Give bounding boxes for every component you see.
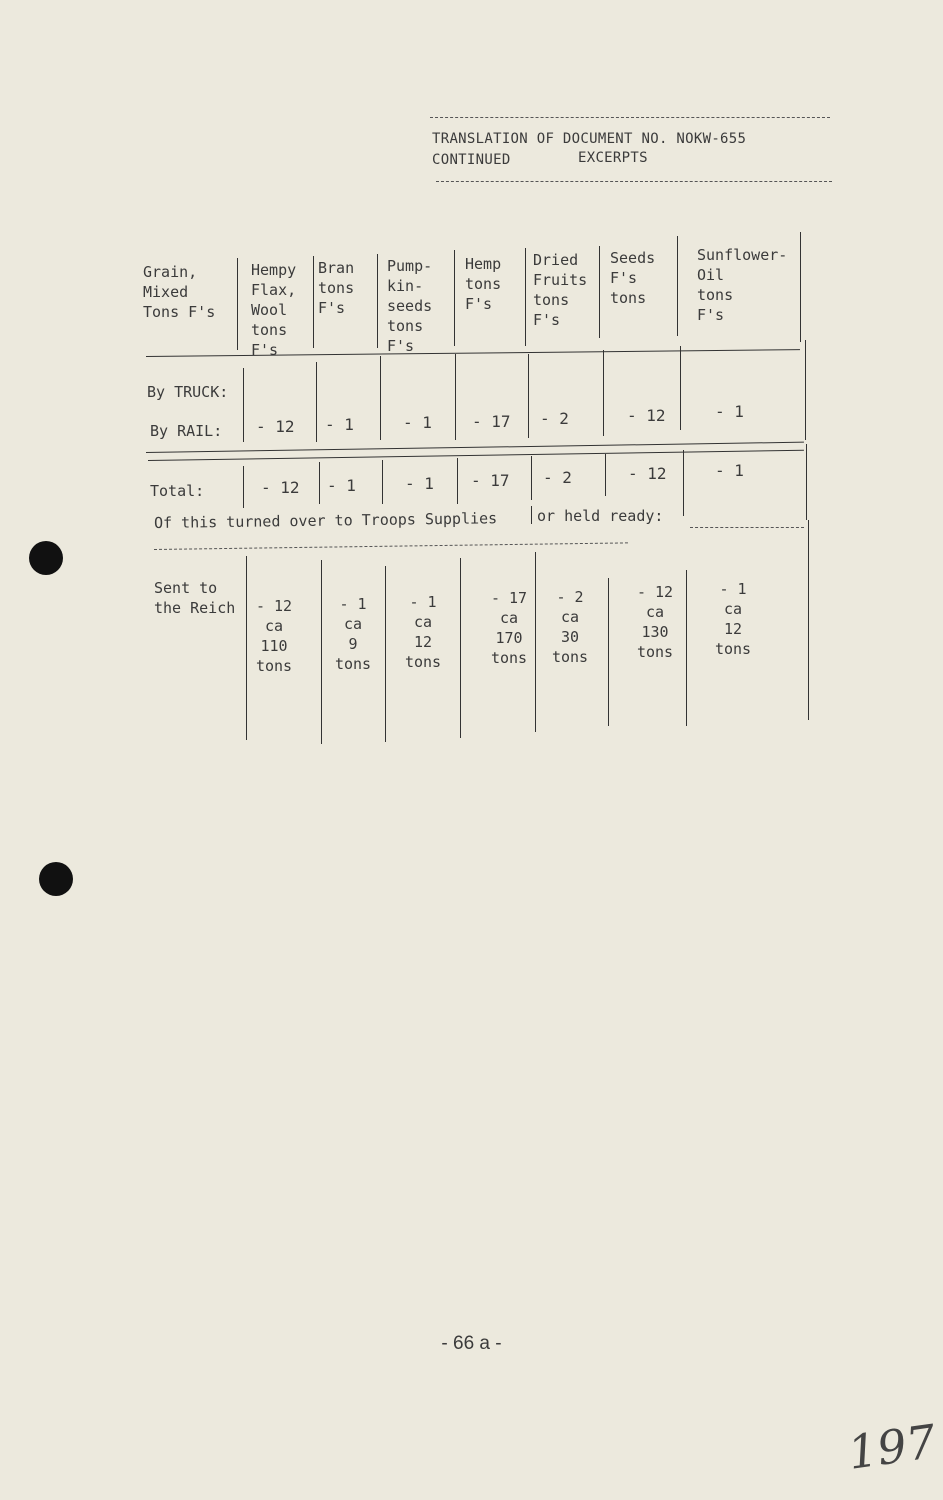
sent-divider xyxy=(686,570,687,726)
total-value-pumpkin: - 1 xyxy=(405,474,434,493)
sent-value-pumpkin: - 1 ca 12 tons xyxy=(404,593,442,671)
col-header-dried-fruits: Dried Fruits tons F's xyxy=(533,251,588,329)
header-divider xyxy=(677,236,678,336)
row-label-rail: By RAIL: xyxy=(150,422,223,440)
total-divider xyxy=(683,450,684,516)
total-divider xyxy=(382,460,383,504)
row-divider xyxy=(380,356,381,440)
col-header-seeds: Seeds F's tons xyxy=(610,249,656,307)
header-rule-top xyxy=(430,117,830,118)
rail-value-bran: - 1 xyxy=(325,415,354,434)
sent-divider xyxy=(460,558,461,738)
row-divider xyxy=(243,368,244,442)
sent-value-hemp: - 17 ca 170 tons xyxy=(490,589,528,667)
rail-value-dried: - 2 xyxy=(540,409,569,428)
continued-label: CONTINUED xyxy=(432,152,511,168)
header-divider xyxy=(313,256,314,348)
total-value-dried: - 2 xyxy=(543,468,572,487)
col-header-pumpkin-seeds: Pump- kin- seeds tons F's xyxy=(387,257,433,355)
sent-section-rule xyxy=(154,542,628,550)
total-divider xyxy=(243,466,244,508)
row-divider xyxy=(680,346,681,430)
rail-value-pumpkin: - 1 xyxy=(403,413,432,432)
total-value-bran: - 1 xyxy=(327,476,356,495)
punch-hole xyxy=(39,862,73,896)
sent-value-dried: - 2 ca 30 tons xyxy=(551,588,589,666)
rail-value-hemp-flax: - 12 xyxy=(256,417,295,436)
total-divider xyxy=(531,456,532,500)
header-divider xyxy=(454,250,455,346)
punch-hole xyxy=(29,541,63,575)
sent-divider xyxy=(535,552,536,732)
page-number: - 66 a - xyxy=(441,1333,502,1354)
held-ready-text: or held ready: xyxy=(537,507,664,525)
total-value-hemp-flax: - 12 xyxy=(261,478,300,497)
header-divider xyxy=(237,258,238,350)
header-divider xyxy=(525,248,526,346)
row-label-truck: By TRUCK: xyxy=(147,383,229,401)
sent-divider xyxy=(246,556,247,740)
sent-value-sunflower: - 1 ca 12 tons xyxy=(714,580,752,658)
sent-value-bran: - 1 ca 9 tons xyxy=(334,595,372,673)
header-divider xyxy=(599,246,600,338)
header-divider xyxy=(377,254,378,348)
document-title: TRANSLATION OF DOCUMENT NO. NOKW-655 xyxy=(432,131,747,147)
total-divider xyxy=(457,458,458,504)
sent-label: Sent to the Reich xyxy=(154,579,236,617)
header-divider xyxy=(800,232,801,342)
excerpts-label: EXCERPTS xyxy=(578,150,648,166)
rail-value-hemp: - 17 xyxy=(472,412,511,431)
total-value-sunflower: - 1 xyxy=(715,461,744,480)
rail-value-sunflower: - 1 xyxy=(715,402,744,421)
col-header-sunflower-oil: Sunflower- Oil tons F's xyxy=(697,246,788,324)
sent-divider xyxy=(321,560,322,744)
row-divider xyxy=(603,350,604,436)
total-divider xyxy=(605,454,606,496)
sent-value-hemp-flax: - 12 ca 110 tons xyxy=(255,597,293,675)
total-divider xyxy=(806,444,807,520)
header-rule-bottom xyxy=(436,181,832,182)
turned-over-divider xyxy=(531,506,532,524)
col-header-hemp-flax-wool: Hempy Flax, Wool tons F's xyxy=(251,261,297,359)
col-header-hemp: Hemp tons F's xyxy=(465,255,502,313)
row-divider xyxy=(528,354,529,438)
sent-divider xyxy=(808,520,809,720)
turned-over-dash xyxy=(690,527,804,528)
row-divider xyxy=(316,362,317,442)
total-divider xyxy=(319,462,320,504)
sent-divider xyxy=(608,578,609,726)
turned-over-text: Of this turned over to Troops Supplies xyxy=(153,509,498,532)
col-header-grain: Grain, Mixed Tons F's xyxy=(143,263,216,321)
sent-value-seeds: - 12 ca 130 tons xyxy=(636,583,674,661)
total-value-seeds: - 12 xyxy=(628,464,667,483)
total-label: Total: xyxy=(150,482,205,500)
row-divider xyxy=(455,354,456,440)
handwritten-page-number: 197 xyxy=(844,1414,940,1480)
row-divider xyxy=(805,340,806,440)
col-header-bran: Bran tons F's xyxy=(318,259,355,317)
total-value-hemp: - 17 xyxy=(471,471,510,490)
header-underline xyxy=(146,349,800,357)
sent-divider xyxy=(385,566,386,742)
rail-value-seeds: - 12 xyxy=(627,406,666,425)
